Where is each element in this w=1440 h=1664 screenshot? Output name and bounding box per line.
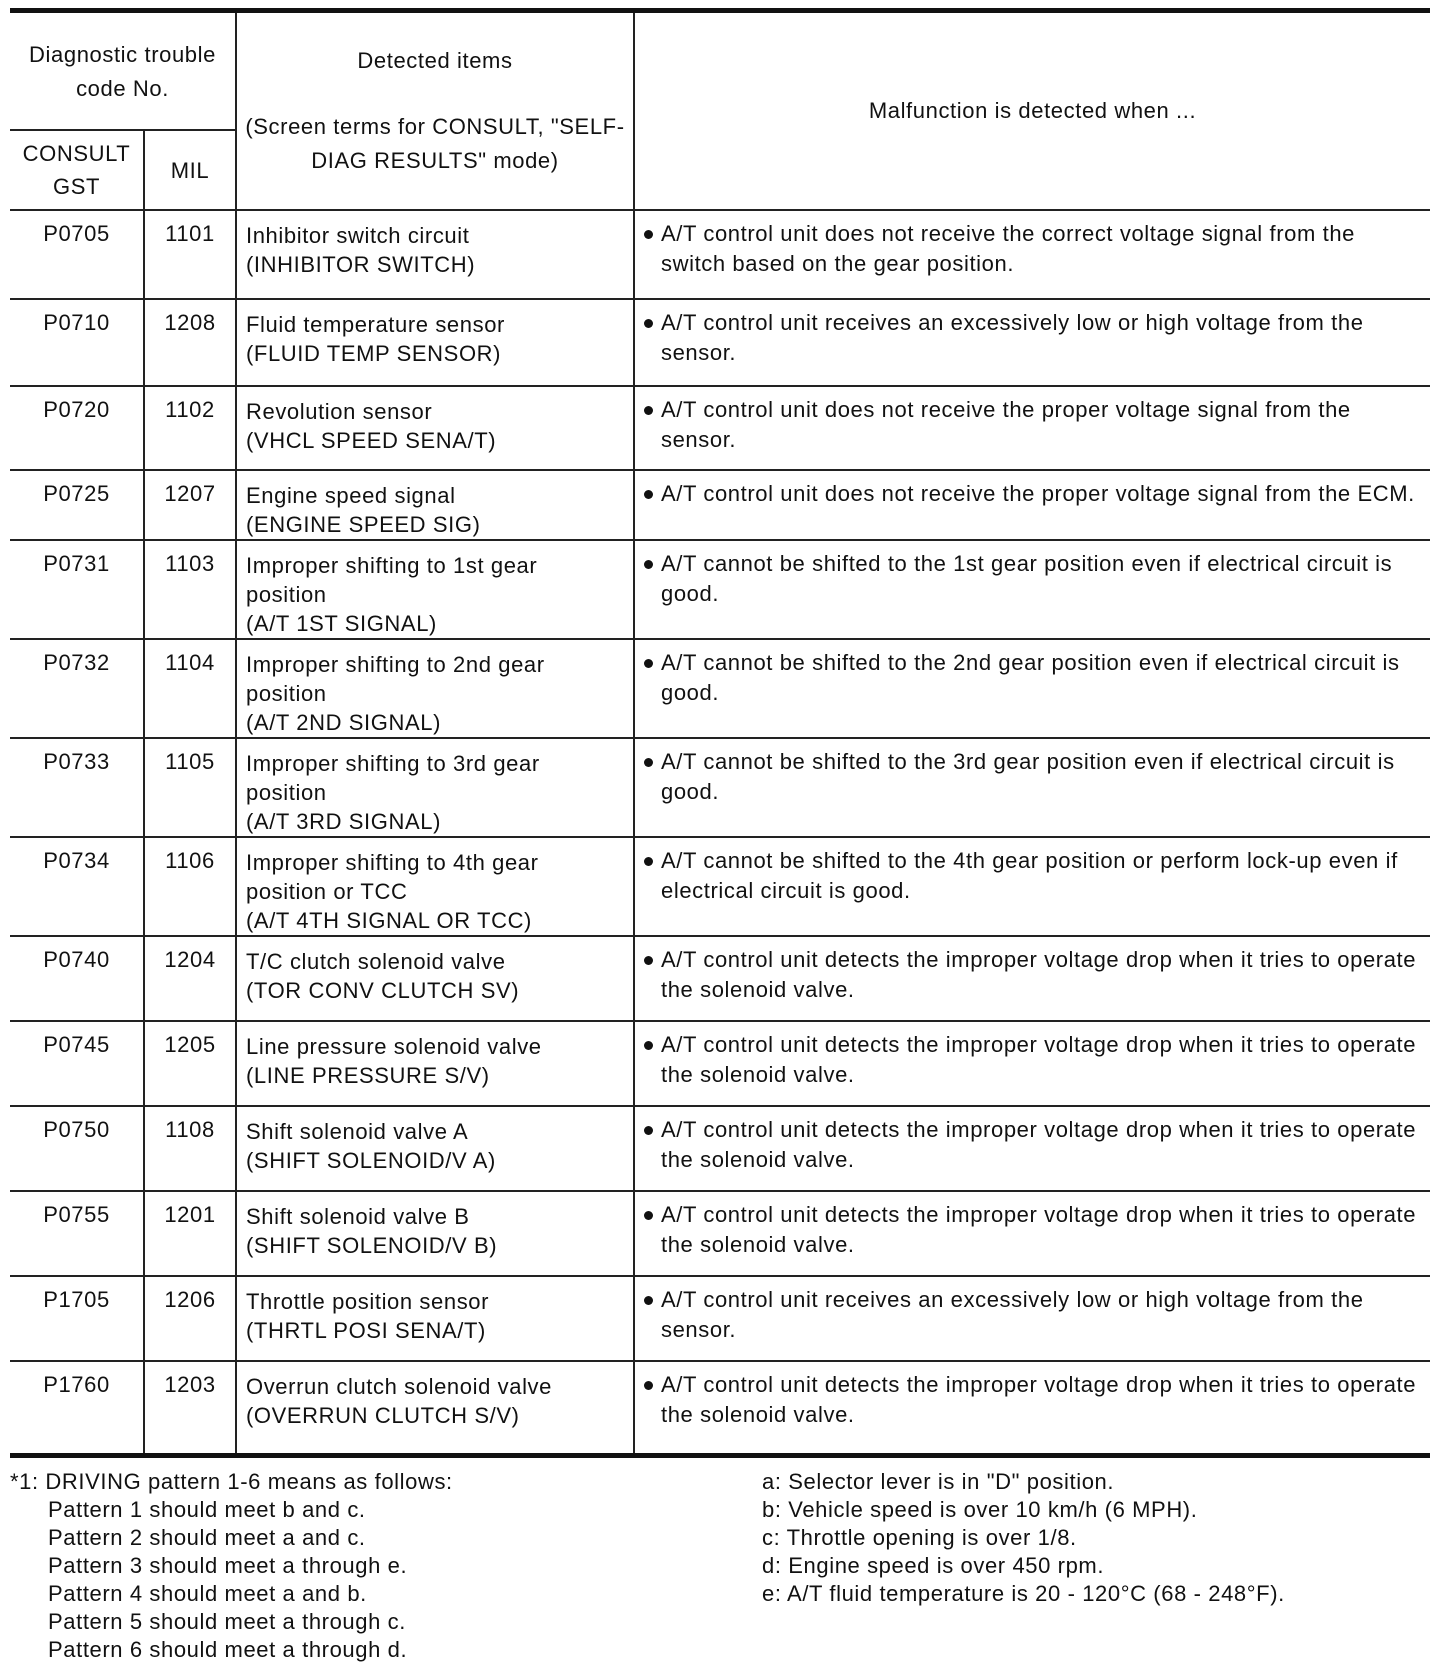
- condition-line: b: Vehicle speed is over 10 km/h (6 MPH).: [762, 1497, 1198, 1522]
- mil-code: 1208: [144, 299, 236, 386]
- malfunction-text: A/T control unit receives an excessively low or high voltage from the sensor.: [661, 310, 1364, 365]
- condition-line: e: A/T fluid temperature is 20 - 120°C (68 - 248°F).: [762, 1581, 1285, 1606]
- header-detected-items: [236, 11, 634, 211]
- notes-intro: *1: DRIVING pattern 1-6 means as follows:: [10, 1469, 453, 1494]
- pattern-line: Pattern 4 should meet a and b.: [48, 1581, 367, 1606]
- detected-item: [236, 299, 634, 386]
- header-detected-items-title: Detected items: [357, 48, 513, 73]
- mil-code: 1103: [144, 540, 236, 639]
- malfunction-cell: [634, 738, 1430, 837]
- detected-item: [236, 540, 634, 639]
- malfunction-text: A/T control unit detects the improper voltage drop when it tries to operate the solenoid valve.: [661, 1202, 1417, 1257]
- detected-item: [236, 1021, 634, 1106]
- malfunction-text: A/T control unit detects the improper voltage drop when it tries to operate the solenoid valve.: [661, 947, 1417, 1002]
- malfunction-text: A/T control unit does not receive the correct voltage signal from the switch based on the gear position.: [661, 221, 1355, 276]
- bullet-icon: [644, 406, 653, 415]
- condition-list: [762, 1468, 1422, 1608]
- table-header: [10, 11, 1430, 211]
- malfunction-text: A/T cannot be shifted to the 4th gear position or perform lock-up even if electrical circuit is good.: [661, 848, 1398, 903]
- detected-item: [236, 1106, 634, 1191]
- detected-item-line: Inhibitor switch circuit: [246, 223, 470, 248]
- bullet-icon: [644, 1296, 653, 1305]
- malfunction-text: A/T control unit detects the improper voltage drop when it tries to operate the solenoid valve.: [661, 1032, 1417, 1087]
- detected-item: [236, 210, 634, 299]
- detected-item: [236, 386, 634, 470]
- mil-code: 1105: [144, 738, 236, 837]
- detected-item-line: Revolution sensor: [246, 399, 433, 424]
- malfunction-text: A/T cannot be shifted to the 3rd gear position even if electrical circuit is good.: [661, 749, 1395, 804]
- pattern-line: Pattern 5 should meet a through c.: [48, 1609, 406, 1634]
- bullet-icon: [644, 1041, 653, 1050]
- bullet-icon: [644, 1381, 653, 1390]
- table-row: [10, 738, 1430, 837]
- header-malfunction: Malfunction is detected when ...: [634, 11, 1430, 211]
- condition-line: d: Engine speed is over 450 rpm.: [762, 1553, 1105, 1578]
- table-row: [10, 1191, 1430, 1276]
- patterns-block: [10, 1468, 710, 1664]
- pattern-line: Pattern 2 should meet a and c.: [48, 1525, 366, 1550]
- bullet-icon: [644, 659, 653, 668]
- bullet-icon: [644, 490, 653, 499]
- malfunction-cell: [634, 210, 1430, 299]
- detected-item-line: (OVERRUN CLUTCH S/V): [246, 1403, 520, 1428]
- mil-code: 1102: [144, 386, 236, 470]
- detected-item-line: (FLUID TEMP SENSOR): [246, 341, 502, 366]
- malfunction-cell: [634, 1276, 1430, 1361]
- table-row: [10, 210, 1430, 299]
- table-row: [10, 639, 1430, 738]
- consult-gst-code: P0755: [10, 1191, 144, 1276]
- malfunction-text: A/T control unit receives an excessively low or high voltage from the sensor.: [661, 1287, 1364, 1342]
- detected-item-line: Line pressure solenoid valve: [246, 1034, 542, 1059]
- table-row: [10, 1276, 1430, 1361]
- consult-gst-code: P1760: [10, 1361, 144, 1455]
- consult-gst-code: P0731: [10, 540, 144, 639]
- detected-item: [236, 1191, 634, 1276]
- consult-gst-code: P0745: [10, 1021, 144, 1106]
- malfunction-cell: [634, 540, 1430, 639]
- detected-item: [236, 837, 634, 936]
- detected-item: [236, 738, 634, 837]
- table-row: [10, 1021, 1430, 1106]
- malfunction-text: A/T control unit detects the improper voltage drop when it tries to operate the solenoid valve.: [661, 1117, 1417, 1172]
- malfunction-cell: [634, 936, 1430, 1021]
- detected-item-line: position: [246, 780, 327, 805]
- malfunction-cell: [634, 1106, 1430, 1191]
- malfunction-text: A/T control unit does not receive the proper voltage signal from the sensor.: [661, 397, 1351, 452]
- bullet-icon: [644, 956, 653, 965]
- detected-item-line: position: [246, 582, 327, 607]
- detected-item-line: (VHCL SPEED SENA/T): [246, 428, 497, 453]
- detected-item-line: (THRTL POSI SENA/T): [246, 1318, 486, 1343]
- bullet-icon: [644, 230, 653, 239]
- detected-item-line: Fluid temperature sensor: [246, 312, 505, 337]
- consult-gst-code: P0710: [10, 299, 144, 386]
- malfunction-cell: [634, 837, 1430, 936]
- condition-line: c: Throttle opening is over 1/8.: [762, 1525, 1077, 1550]
- pattern-line: Pattern 3 should meet a through e.: [48, 1553, 408, 1578]
- consult-gst-code: P0720: [10, 386, 144, 470]
- consult-gst-code: P1705: [10, 1276, 144, 1361]
- mil-code: 1106: [144, 837, 236, 936]
- consult-gst-code: P0734: [10, 837, 144, 936]
- bullet-icon: [644, 1126, 653, 1135]
- malfunction-cell: [634, 299, 1430, 386]
- malfunction-text: A/T control unit detects the improper voltage drop when it tries to operate the solenoid valve.: [661, 1372, 1417, 1427]
- detected-item-line: Overrun clutch solenoid valve: [246, 1374, 552, 1399]
- detected-item-line: Improper shifting to 4th gear: [246, 850, 539, 875]
- detected-item-line: Improper shifting to 1st gear: [246, 553, 538, 578]
- header-dtc-no: Diagnostic trouble code No.: [10, 11, 236, 131]
- detected-item-line: Shift solenoid valve B: [246, 1204, 470, 1229]
- table-row: [10, 936, 1430, 1021]
- detected-item: [236, 936, 634, 1021]
- mil-code: 1201: [144, 1191, 236, 1276]
- pattern-line: Pattern 6 should meet a through d.: [48, 1637, 408, 1662]
- detected-item-line: (TOR CONV CLUTCH SV): [246, 978, 520, 1003]
- header-consult-gst: CONSULT GST: [10, 130, 144, 210]
- detected-item-line: (A/T 3RD SIGNAL): [246, 809, 442, 834]
- mil-code: 1101: [144, 210, 236, 299]
- table-row: [10, 386, 1430, 470]
- detected-item-line: (INHIBITOR SWITCH): [246, 252, 476, 277]
- detected-item-line: Engine speed signal: [246, 483, 456, 508]
- bullet-icon: [644, 319, 653, 328]
- detected-item-line: (SHIFT SOLENOID/V A): [246, 1148, 496, 1173]
- header-screen-terms: (Screen terms for CONSULT, "SELF-DIAG RESULTS" mode): [245, 114, 625, 173]
- consult-gst-code: P0725: [10, 470, 144, 540]
- consult-gst-code: P0750: [10, 1106, 144, 1191]
- malfunction-text: A/T control unit does not receive the proper voltage signal from the ECM.: [661, 481, 1415, 506]
- detected-item-line: (A/T 2ND SIGNAL): [246, 710, 442, 735]
- mil-code: 1108: [144, 1106, 236, 1191]
- detected-item-line: (ENGINE SPEED SIG): [246, 512, 481, 537]
- malfunction-cell: [634, 1021, 1430, 1106]
- malfunction-cell: [634, 386, 1430, 470]
- mil-code: 1207: [144, 470, 236, 540]
- table-row: [10, 837, 1430, 936]
- detected-item: [236, 1361, 634, 1455]
- detected-item-line: Shift solenoid valve A: [246, 1119, 469, 1144]
- table-row: [10, 299, 1430, 386]
- malfunction-cell: [634, 1361, 1430, 1455]
- detected-item-line: Improper shifting to 3rd gear: [246, 751, 540, 776]
- detected-item-line: T/C clutch solenoid valve: [246, 949, 506, 974]
- malfunction-cell: [634, 470, 1430, 540]
- bullet-icon: [644, 560, 653, 569]
- detected-item: [236, 1276, 634, 1361]
- consult-gst-code: P0705: [10, 210, 144, 299]
- header-mil: MIL: [144, 130, 236, 210]
- detected-item-line: position or TCC: [246, 879, 408, 904]
- malfunction-text: A/T cannot be shifted to the 2nd gear position even if electrical circuit is good.: [661, 650, 1400, 705]
- condition-line: a: Selector lever is in "D" position.: [762, 1469, 1115, 1494]
- detected-item: [236, 470, 634, 540]
- detected-item-line: (A/T 4TH SIGNAL OR TCC): [246, 908, 532, 933]
- mil-code: 1204: [144, 936, 236, 1021]
- pattern-line: Pattern 1 should meet b and c.: [48, 1497, 366, 1522]
- detected-item-line: Improper shifting to 2nd gear: [246, 652, 545, 677]
- detected-item: [236, 639, 634, 738]
- malfunction-text: A/T cannot be shifted to the 1st gear position even if electrical circuit is good.: [661, 551, 1393, 606]
- malfunction-cell: [634, 1191, 1430, 1276]
- consult-gst-code: P0733: [10, 738, 144, 837]
- consult-gst-code: P0732: [10, 639, 144, 738]
- bullet-icon: [644, 758, 653, 767]
- table-row: [10, 540, 1430, 639]
- table-row: [10, 1106, 1430, 1191]
- detected-item-line: (SHIFT SOLENOID/V B): [246, 1233, 498, 1258]
- bullet-icon: [644, 857, 653, 866]
- mil-code: 1104: [144, 639, 236, 738]
- mil-code: 1205: [144, 1021, 236, 1106]
- malfunction-cell: [634, 639, 1430, 738]
- table-row: [10, 470, 1430, 540]
- pattern-list: [10, 1496, 710, 1664]
- dtc-table: [10, 8, 1430, 1458]
- bullet-icon: [644, 1211, 653, 1220]
- consult-gst-code: P0740: [10, 936, 144, 1021]
- table-row: [10, 1361, 1430, 1455]
- mil-code: 1203: [144, 1361, 236, 1455]
- detected-item-line: position: [246, 681, 327, 706]
- detected-item-line: Throttle position sensor: [246, 1289, 490, 1314]
- table-body: [10, 210, 1430, 1455]
- mil-code: 1206: [144, 1276, 236, 1361]
- detected-item-line: (LINE PRESSURE S/V): [246, 1063, 490, 1088]
- detected-item-line: (A/T 1ST SIGNAL): [246, 611, 437, 636]
